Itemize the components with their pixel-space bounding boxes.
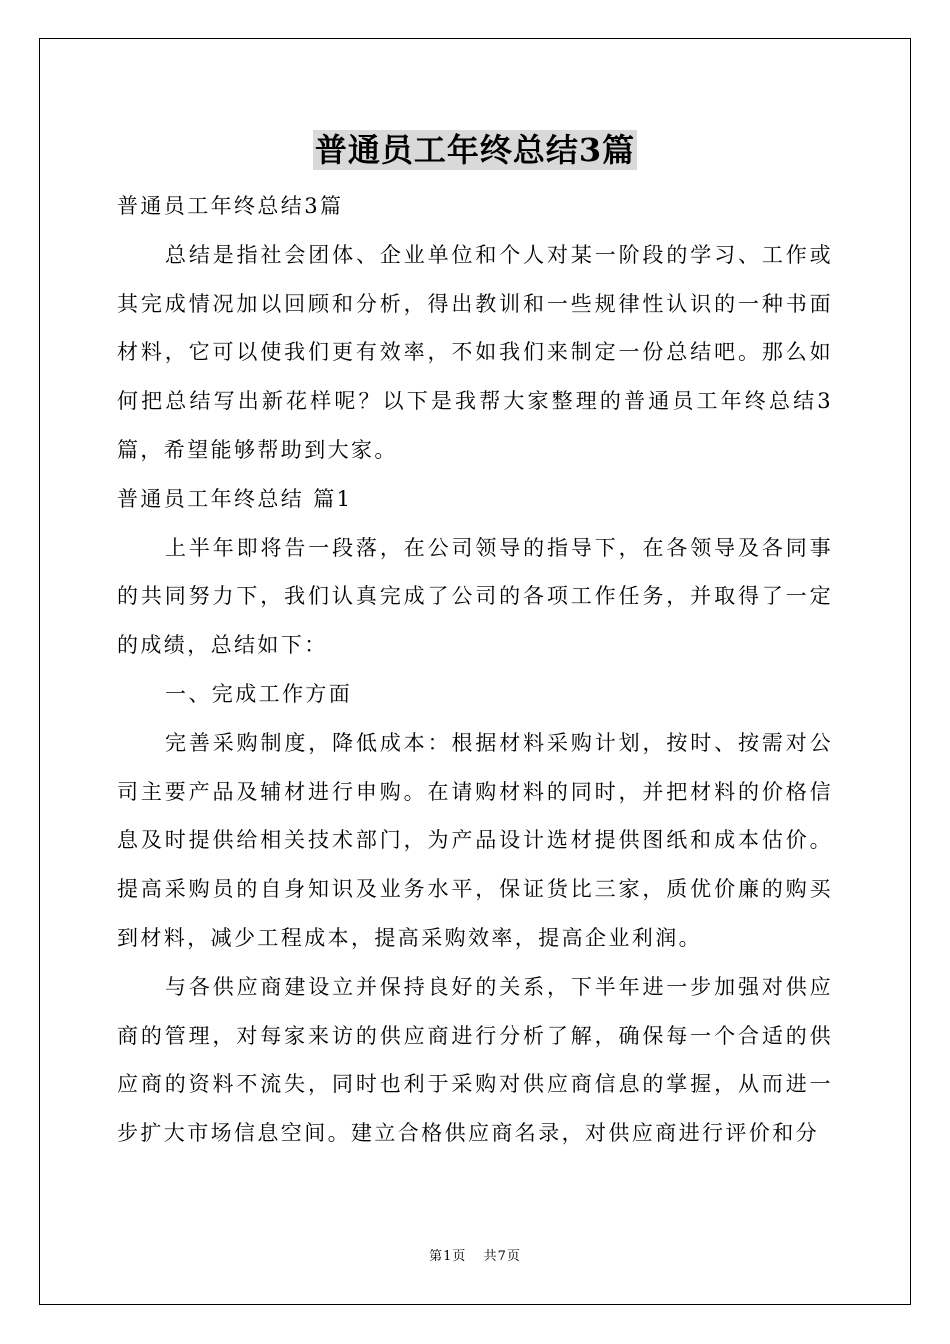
paragraph-procurement: 完善采购制度，降低成本：根据材料采购计划，按时、按需对公司主要产品及辅材进行申购。在请购材料的同时，并把材料的价格信息及时提供给相关技术部门，为产品设计选材提供图纸和成本估价。提高采购员的自身知识及业务水平，保证货比三家，质优价廉的购买到材料，减少工程成本，提高采购效率，提高企业利润。: [117, 730, 833, 950]
document-body: [117, 182, 833, 1158]
paragraph-subheading: 一、完成工作方面: [165, 681, 353, 706]
page-total: 共7页: [483, 1249, 521, 1264]
title-container: [0, 130, 950, 170]
paragraph-subtitle: 普通员工年终总结3篇: [117, 194, 344, 218]
paragraph-suppliers: 与各供应商建设立并保持良好的关系，下半年进一步加强对供应商的管理，对每家来访的供应商进行分析了解，确保每一个合适的供应商的资料不流失，同时也利于采购对供应商信息的掌握，从而进一步扩大市场信息空间。建立合格供应商名录，对供应商进行评价和分: [117, 974, 833, 1146]
document-title: 普通员工年终总结3篇: [314, 131, 636, 169]
paragraph-intro: 总结是指社会团体、企业单位和个人对某一阶段的学习、工作或其完成情况加以回顾和分析，得出教训和一些规律性认识的一种书面材料，它可以使我们更有效率，不如我们来制定一份总结吧。那么如何把总结写出新花样呢？以下是我帮大家整理的普通员工年终总结3篇，希望能够帮助到大家。: [117, 242, 833, 462]
page-footer: [0, 1248, 950, 1266]
paragraph-section-heading: 普通员工年终总结 篇1: [117, 486, 353, 511]
page-number: 第1页: [429, 1249, 467, 1264]
paragraph-summary: 上半年即将告一段落，在公司领导的指导下，在各领导及各同事的共同努力下，我们认真完成了公司的各项工作任务，并取得了一定的成绩，总结如下：: [117, 535, 833, 658]
